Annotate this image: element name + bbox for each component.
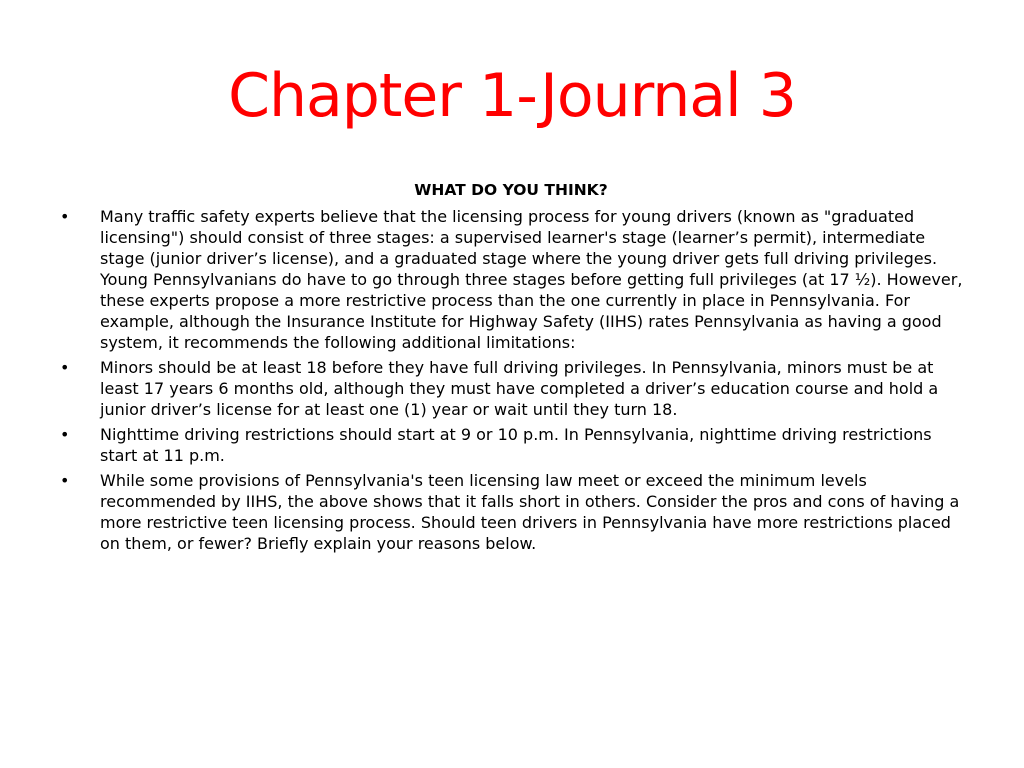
bullet-item-3 [56, 424, 966, 466]
bullet-text-2: Minors should be at least 18 before they have full driving privileges. In Pennsylvania, minors must be at least 17 years 6 months old, although they must have completed a driver’s education course and hold a junior driver’s license for at least one (1) year or wait until they turn 18. [100, 358, 939, 419]
slide-title: Chapter 1-Journal 3 [228, 61, 796, 131]
bullet-glyph: • [60, 358, 70, 377]
bullet-glyph: • [60, 207, 70, 226]
bullet-item-4 [56, 470, 966, 554]
bullet-item-1 [56, 206, 966, 353]
bullet-text-3: Nighttime driving restrictions should start at 9 or 10 p.m. In Pennsylvania, nighttime driving restrictions start at 11 p.m. [100, 425, 932, 465]
slide-content [56, 180, 966, 558]
bullet-glyph: • [60, 425, 70, 444]
bullet-item-2 [56, 357, 966, 420]
bullet-text-1: Many traffic safety experts believe that the licensing process for young drivers (known as "graduated licensing") should consist of three stages: a supervised learner's stage (learner’s permit), intermediate stage (junior driver’s license), and a graduated stage where the young driver gets full driving privileges. Young Pennsylvanians do have to go through three stages before getting full privileges (at 17 ½). However, these experts propose a more restrictive process than the one currently in place in Pennsylvania. For example, although the Insurance Institute for Highway Safety (IIHS) rates Pennsylvania as having a good system, it recommends the following additional limitations: [100, 207, 963, 352]
bullet-text-4: While some provisions of Pennsylvania's teen licensing law meet or exceed the minimum levels recommended by IIHS, the above shows that it falls short in others. Consider the pros and cons of having a more restrictive teen licensing process. Should teen drivers in Pennsylvania have more restrictions placed on them, or fewer? Briefly explain your reasons below. [100, 471, 960, 553]
bullet-list [56, 206, 966, 554]
subheading: WHAT DO YOU THINK? [414, 181, 608, 199]
bullet-glyph: • [60, 471, 70, 490]
